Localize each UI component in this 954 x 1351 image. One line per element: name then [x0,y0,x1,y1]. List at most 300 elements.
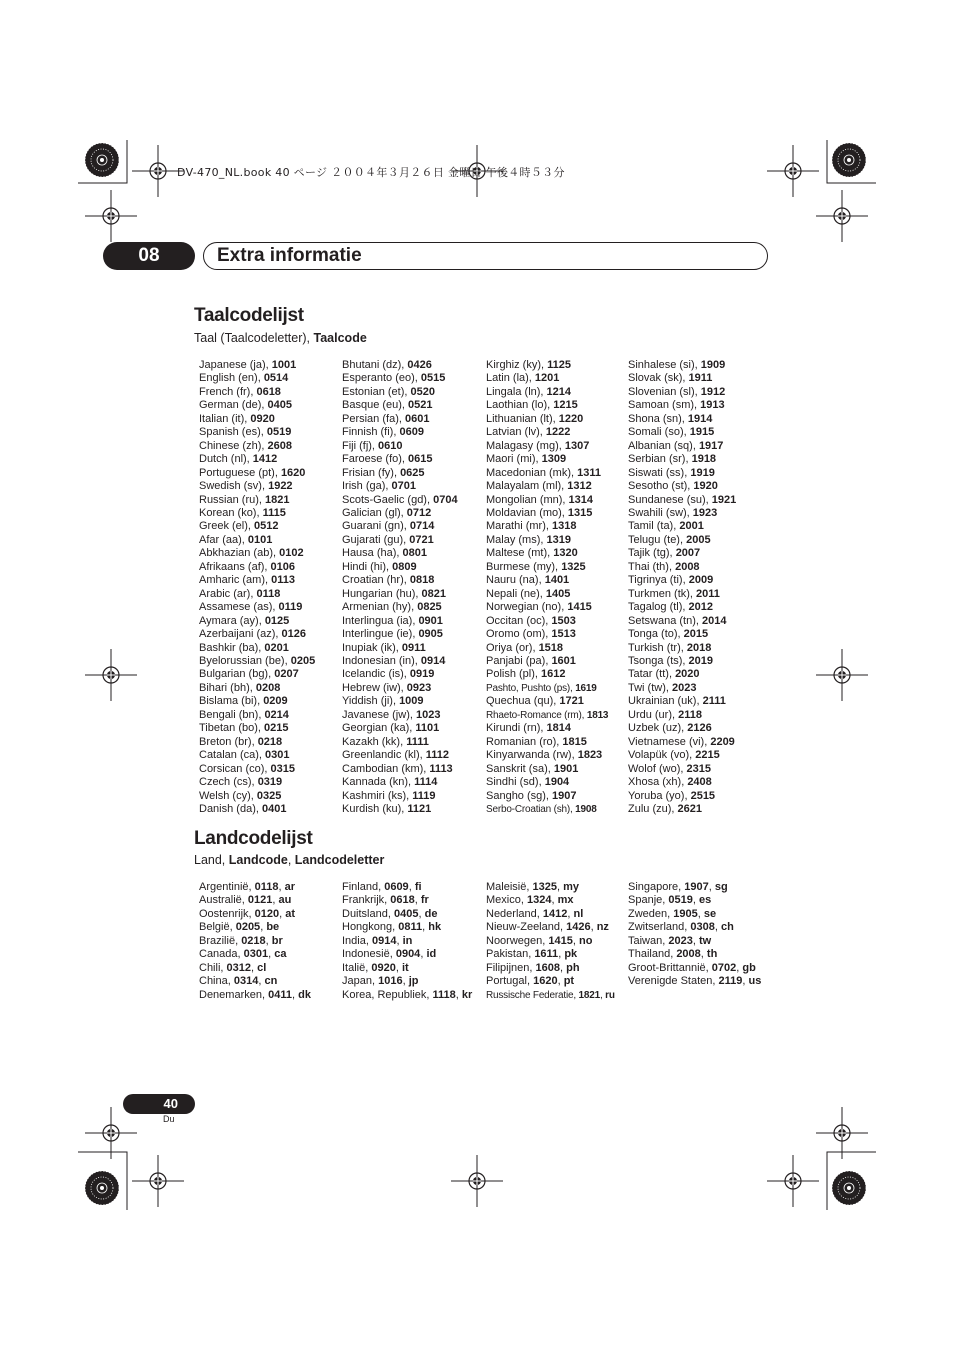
language-code: 1619 [575,682,597,694]
language-name: Macedonian (mk), [486,466,578,479]
language-name: Romanian (ro), [486,735,563,748]
country-code-item [199,975,311,988]
language-name: Greek (el), [199,520,255,533]
country-letters: pt [563,975,575,988]
language-name: Wolof (wo), [628,762,687,775]
language-code: 1325 [561,560,586,573]
country-name: Spanje, [628,894,669,907]
country-letters: tw [698,934,712,947]
country-code: 0120 [254,907,280,920]
language-name: Latvian (lv), [486,426,546,439]
country-code: 0811 [398,921,423,934]
language-code: 2621 [677,802,702,815]
language-code: 0209 [263,695,288,708]
country-letters: ar [284,881,296,893]
language-code-item [342,722,458,735]
language-name: Sesotho (st), [628,480,694,493]
language-code-item [486,776,608,789]
language-code: 0721 [409,533,434,546]
country-code: 2008 [676,948,701,961]
country-sep: , [697,907,704,920]
country-sep: , [279,907,286,920]
language-name: Quechua (qu), [486,695,560,708]
language-code-item [628,494,736,507]
country-sep: , [418,907,425,920]
language-code: 0113 [271,574,295,587]
language-code: 1415 [567,601,592,614]
language-name: Malayalam (ml), [486,480,568,493]
language-code-item [486,601,608,614]
country-name: Noorwegen, [486,934,549,947]
chapter-number-badge: 08 [103,242,195,270]
country-code: 0405 [393,907,419,920]
country-code: 0914 [371,934,397,947]
country-code-item [486,894,615,907]
language-code-item [486,507,608,520]
country-sep: , [414,894,421,907]
country-sep: , [265,934,272,947]
language-code-item [199,574,315,587]
language-name: Bengali (bn), [199,708,265,721]
taalcode-section-title: Taalcodelijst [194,305,304,326]
language-code: 0214 [264,708,289,721]
language-code: 1823 [577,749,603,762]
language-code: 1904 [544,776,570,789]
country-code: 1325 [532,881,557,893]
language-code-item [199,494,315,507]
language-name: Corsican (co), [199,762,271,775]
language-code-item [342,642,458,655]
language-code: 1518 [538,641,564,654]
language-code-item [199,413,315,426]
language-code-item [486,655,608,668]
language-code: 1909 [700,359,726,371]
language-code-item [628,749,736,762]
country-letters: no [578,934,593,947]
language-code-item [628,480,736,493]
language-name: Portuguese (pt), [199,466,281,479]
language-name: Aymara (ay), [199,614,265,627]
language-name: Occitan (oc), [486,614,552,627]
language-code: 0920 [250,412,275,425]
language-code-item [342,547,458,560]
language-name: Armenian (hy), [342,601,418,614]
language-code: 1222 [545,426,571,439]
language-code: 0701 [391,480,416,493]
chapter-title: Extra informatie [217,245,362,266]
country-code-item [199,948,311,961]
country-code: 0301 [243,948,269,961]
language-name: Tsonga (ts), [628,654,689,667]
language-code: 2111 [702,695,726,708]
language-code: 1119 [412,789,436,802]
language-name: Icelandic (is), [342,668,410,681]
language-code: 2315 [686,762,711,775]
language-name: Interlingua (ia), [342,614,419,627]
country-letters: nz [596,921,609,934]
language-name: Danish (da), [199,802,262,815]
country-code-item [486,948,615,961]
country-sep: , [700,948,707,961]
country-name: Filipijnen, [486,961,536,974]
language-name: Hausa (ha), [342,547,403,560]
language-code-item [628,534,736,547]
language-name: Moldavian (mo), [486,506,568,519]
language-code: 0601 [404,412,430,425]
language-code-item [628,776,736,789]
language-code: 1612 [541,668,566,681]
language-code-item [199,628,315,641]
language-code: 1307 [564,439,590,452]
language-code-item [628,682,736,695]
language-code: 1215 [553,399,578,412]
country-code-item [486,908,615,921]
language-code: 1214 [546,385,572,398]
country-name: India, [342,934,372,947]
country-code: 0920 [371,961,396,974]
language-code-item [342,655,458,668]
country-code-item [199,989,311,1002]
language-code-item [486,453,608,466]
language-code: 2008 [675,560,700,573]
language-code-item [628,547,736,560]
language-name: Byelorussian (be), [199,654,291,667]
country-letters: ru [605,989,615,1001]
language-code-item [486,561,608,574]
country-letters: hk [428,921,442,934]
language-name: Volapük (vo), [628,749,696,762]
language-code: 2012 [688,601,714,614]
country-code-item [342,881,472,894]
language-code-item [199,480,315,493]
language-code: 1913 [700,399,725,412]
country-letters: my [563,881,579,893]
language-code: 0201 [264,641,289,654]
language-name: Nauru (na), [486,574,545,587]
language-name: Tagalog (tl), [628,601,689,614]
country-code-item [486,962,615,975]
language-name: Catalan (ca), [199,749,266,762]
language-code: 0625 [400,466,425,479]
language-code: 0118 [256,587,281,600]
language-code: 0514 [263,372,289,385]
language-name: Breton (br), [199,735,258,748]
language-code: 0704 [433,493,458,506]
language-code-item [199,507,315,520]
language-name: Bihari (bh), [199,681,256,694]
language-name: Laothian (lo), [486,399,554,412]
language-code-item [628,803,736,816]
language-name: Kirundi (rn), [486,722,547,735]
language-code-item [486,763,608,776]
language-code-item [199,440,315,453]
language-code: 0101 [247,533,273,546]
language-code: 1001 [271,359,297,371]
country-code-item [486,921,615,934]
language-code: 2005 [686,533,711,546]
language-code: 1320 [553,547,578,560]
language-name: Hebrew (iw), [342,681,407,694]
language-code-item [628,507,736,520]
language-code: 1113 [429,762,453,775]
language-code: 0809 [392,560,417,573]
country-letters: de [424,907,438,920]
language-name: Maori (mi), [486,453,542,466]
country-name: Pakistan, [486,948,535,961]
language-name: Kazakh (kk), [342,735,407,748]
country-sep: , [396,934,403,947]
country-sep: , [708,881,715,893]
language-name: Esperanto (eo), [342,372,421,385]
language-name: Tamil (ta), [628,520,680,533]
language-code: 2014 [701,614,727,627]
country-code: 1611 [534,948,559,961]
language-name: Dutch (nl), [199,453,253,466]
language-name: Turkish (tr), [628,641,687,654]
language-code: 1513 [551,628,576,641]
language-code-item [486,467,608,480]
language-code-item [342,709,458,722]
language-code-item [628,520,736,533]
country-name: Chili, [199,961,227,974]
country-sep: , [278,881,285,893]
language-name: Zulu (zu), [628,802,678,815]
country-name: Zweden, [628,907,674,920]
language-code: 0512 [254,520,279,533]
language-name: Arabic (ar), [199,587,257,600]
country-sep: , [455,988,462,1001]
language-code-item [486,520,608,533]
language-name: Fiji (fj), [342,439,379,452]
language-name: Cambodian (km), [342,762,430,775]
language-code: 1315 [567,506,593,519]
language-code-item [486,359,608,372]
language-code: 2007 [675,547,701,560]
language-code: 1009 [399,695,424,708]
country-code-item [486,989,615,1002]
language-name: Oromo (om), [486,628,552,641]
language-code-item [342,453,458,466]
language-code-item [342,695,458,708]
language-code: 1918 [691,453,717,466]
language-code: 1815 [562,735,587,748]
language-code-item [199,372,315,385]
language-name: Tonga (to), [628,628,684,641]
language-code-item [628,574,736,587]
language-code: 1309 [541,453,567,466]
country-code-item [628,921,761,934]
language-code: 1620 [280,466,306,479]
language-name: Indonesian (in), [342,654,421,667]
language-code-item [199,520,315,533]
language-name: Xhosa (xh), [628,776,688,789]
language-code-item [199,561,315,574]
language-code: 0208 [255,681,281,694]
language-code-item [342,480,458,493]
language-code-item [342,413,458,426]
country-code-item [342,894,472,907]
language-code: 2015 [683,628,709,641]
language-name: Norwegian (no), [486,601,568,614]
language-code: 1220 [558,412,584,425]
language-code-item [628,561,736,574]
language-name: Tajik (tg), [628,547,676,560]
language-name: Urdu (ur), [628,708,679,721]
language-code-item [199,776,315,789]
language-code-item [486,695,608,708]
language-code: 0712 [406,506,432,519]
language-name: Russian (ru), [199,493,266,506]
language-code-item [199,749,315,762]
language-code-item [486,426,608,439]
language-code-item [199,668,315,681]
country-code-item [199,908,311,921]
country-name: Zwitserland, [628,921,691,934]
language-code-item [486,642,608,655]
country-sep: , [599,989,606,1001]
country-name: Korea, Republiek, [342,988,433,1001]
country-name: Argentinië, [199,881,255,893]
language-code-item [486,372,608,385]
language-name: Setswana (tn), [628,614,702,627]
country-code: 2023 [668,934,693,947]
country-code: 0121 [247,894,273,907]
language-name: Sanskrit (sa), [486,762,554,775]
language-code-item [342,520,458,533]
language-code-item [342,359,458,372]
country-code-column-3 [486,881,615,1002]
country-code: 1412 [542,907,568,920]
language-code: 1201 [534,372,560,385]
country-sep: , [692,894,699,907]
language-code-item [342,534,458,547]
language-code-item [628,790,736,803]
country-letters: id [426,948,437,961]
language-code-item [342,790,458,803]
language-name: Finnish (fi), [342,426,400,439]
language-code: 1412 [252,453,278,466]
language-name: German (de), [199,399,268,412]
country-code: 2119 [718,975,743,988]
language-code: 1312 [567,480,592,493]
country-sep: , [557,975,564,988]
language-code-item [628,467,736,480]
language-code: 0301 [265,749,290,762]
language-code: 1921 [711,493,737,506]
language-name: Estonian (et), [342,385,411,398]
country-sep: , [258,975,265,988]
country-name: Finland, [342,881,385,893]
language-code-item [628,736,736,749]
language-name: French (fr), [199,385,257,398]
country-code: 0118 [254,881,279,893]
language-code-item [342,561,458,574]
country-code-item [486,935,615,948]
language-code-item [628,413,736,426]
country-code-item [199,962,311,975]
language-code-item [342,736,458,749]
language-name: Inupiak (ik), [342,641,402,654]
language-code: 1911 [688,372,713,385]
language-code: 1917 [698,439,724,452]
language-code: 0821 [421,587,446,600]
language-code: 1311 [577,466,601,479]
country-code-item [486,975,615,988]
language-code-item [486,399,608,412]
country-sep: , [692,934,699,947]
language-name: Bislama (bi), [199,695,264,708]
country-code: 0411 [268,988,292,1001]
language-name: Georgian (ka), [342,722,416,735]
language-name: Kinyarwanda (rw), [486,749,578,762]
language-code: 0905 [418,628,443,641]
country-sep: , [560,961,567,974]
language-code-item [199,386,315,399]
language-name: Chinese (zh), [199,439,268,452]
language-code: 1923 [692,506,718,519]
language-name: Latin (la), [486,372,535,385]
language-code: 1111 [406,735,429,748]
language-name: Telugu (te), [628,533,687,546]
country-letters: be [266,921,280,934]
country-code: 1426 [566,921,591,934]
language-code-item [199,601,315,614]
country-code: 1905 [673,907,698,920]
language-name: Greenlandic (kl), [342,749,426,762]
language-name: Welsh (cy), [199,789,257,802]
language-code: 0519 [266,426,292,439]
language-code-item [628,440,736,453]
language-code: 1318 [552,520,577,533]
language-code-item [486,615,608,628]
country-code: 0609 [384,881,409,893]
language-name: Guarani (gn), [342,520,410,533]
language-name: Nepali (ne), [486,587,546,600]
language-name: Javanese (jw), [342,708,416,721]
language-code-item [342,776,458,789]
country-letters: pk [564,948,578,961]
language-name: Yiddish (ji), [342,695,400,708]
country-name: Frankrijk, [342,894,391,907]
language-code-item [486,574,608,587]
language-code-item [199,709,315,722]
language-code-item [486,588,608,601]
country-code-item [199,921,311,934]
language-code: 0609 [399,426,424,439]
language-name: Interlingue (ie), [342,628,419,641]
language-code-item [342,763,458,776]
language-code: 0515 [420,372,446,385]
language-name: Bulgarian (bg), [199,668,275,681]
language-code-item [342,628,458,641]
language-code-item [199,615,315,628]
language-code: 0825 [417,601,442,614]
language-code-item [486,749,608,762]
language-code-item [342,601,458,614]
language-code: 0521 [408,399,433,412]
language-code-item [486,803,608,816]
language-code-column-1 [199,359,315,816]
language-code-item [199,803,315,816]
country-code: 1324 [526,894,552,907]
language-code-item [199,588,315,601]
country-code-item [628,908,761,921]
language-code: 0126 [281,628,307,641]
language-code: 1821 [265,493,290,506]
language-code-item [199,426,315,439]
language-code: 1121 [407,802,432,815]
country-letters: ch [720,921,734,934]
